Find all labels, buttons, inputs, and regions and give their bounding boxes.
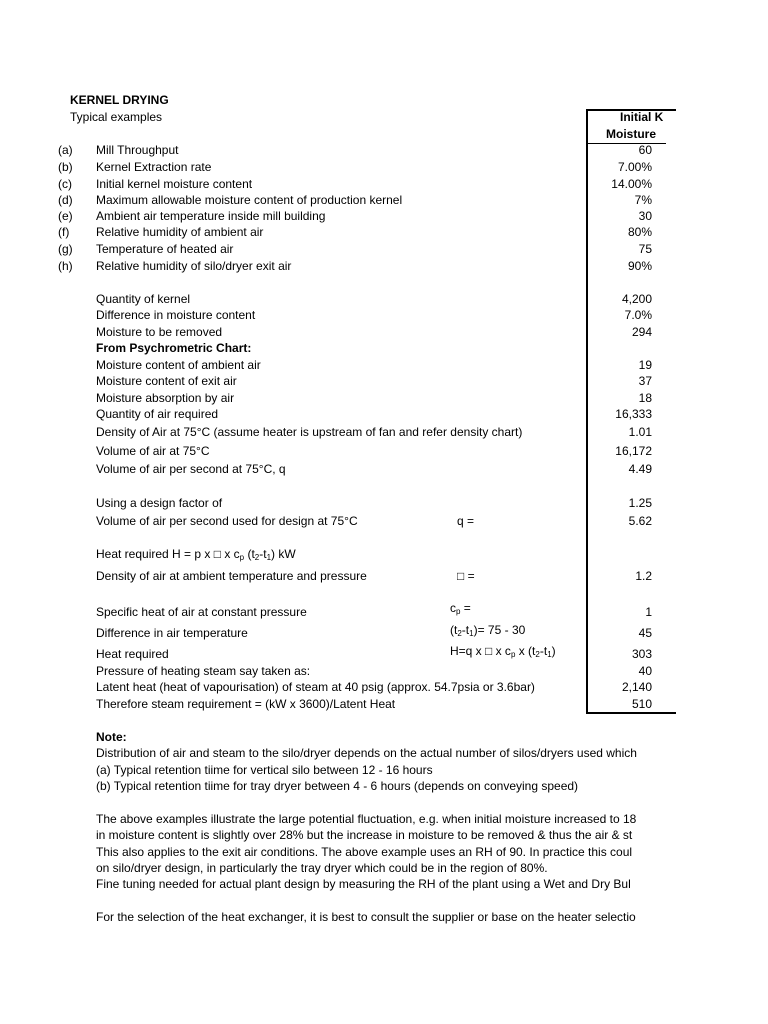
input-label: Relative humidity of ambient air [96,225,264,239]
note-paragraph-line: This also applies to the exit air conditions. The above example uses an RH of 90. In practice this coul [96,845,633,859]
design-volume-value: 5.62 [628,514,652,528]
heat-required-value: 303 [631,647,652,661]
formula-text: ) kW [271,547,296,561]
calc-value: 37 [638,374,652,388]
heat-formula [96,546,296,567]
symbol-text: (t [450,623,458,637]
steam-label: Therefore steam requirement = (kW x 3600)/Latent Heat [96,697,396,711]
formula-text: x c [220,547,240,561]
heat-required-label: Heat required [96,647,169,661]
steam-label: Latent heat (heat of vapourisation) of steam at 40 psig (approx. 54.7psia or 3.6bar) [96,680,535,694]
calc-label: Volume of air per second at 75°C, q [96,462,286,476]
input-letter: (c) [58,177,72,191]
subscript: p [456,607,461,616]
calc-label: Moisture content of exit air [96,374,237,388]
calc-value: 16,172 [615,444,652,458]
input-value: 75 [638,242,652,256]
calc-value: 4,200 [621,292,652,306]
density-value: 1.2 [635,569,652,583]
calc-value: 19 [638,358,652,372]
calc-value: 18 [638,391,652,405]
design-volume-label: Volume of air per second used for design at 75°C [96,514,358,528]
calc-label: Quantity of kernel [96,292,191,306]
symbol-text: )= 75 - 30 [473,623,526,637]
specific-heat-value: 1 [645,605,652,619]
subscript: 2 [254,553,260,562]
note-paragraph-line: in moisture content is slightly over 28% but the increase in moisture to be removed & thus the air & st [96,828,633,842]
formula-text: -t [259,547,267,561]
input-label: Maximum allowable moisture content of production kernel [96,193,403,207]
note-line: (a) Typical retention tiime for vertical silo between 12 - 16 hours [96,763,433,777]
density-symbol: □ = [457,569,475,583]
symbol-text: -t [539,644,548,658]
heat-required-symbol [450,643,556,664]
calc-value: 4.49 [628,462,652,476]
input-label: Ambient air temperature inside mill building [96,209,326,223]
calc-value: 7.0% [624,308,652,322]
design-volume-symbol: q = [457,514,475,528]
symbol-text: x (t [515,644,536,658]
calc-value: 16,333 [615,407,652,421]
input-letter: (e) [58,209,73,223]
input-letter: (f) [58,225,70,239]
density-label: Density of air at ambient temperature and pressure [96,569,367,583]
calc-label: Moisture to be removed [96,325,223,339]
temp-difference-value: 45 [638,626,652,640]
input-letter: (h) [58,259,73,273]
input-value: 60 [638,143,652,157]
note-paragraph-line: Fine tuning needed for actual plant design by measuring the RH of the plant using a Wet and Dry Bul [96,877,631,891]
steam-label: Pressure of heating steam say taken as: [96,664,311,678]
formula-text: (t [244,547,255,561]
calc-label: Difference in moisture content [96,308,256,322]
symbol-text: -t [461,623,470,637]
input-label: Mill Throughput [96,143,179,157]
calc-label: Volume of air at 75°C [96,444,210,458]
note-paragraph-line: The above examples illustrate the large potential fluctuation, e.g. when initial moisture increased to 18 [96,812,637,826]
subscript: 1 [266,553,272,562]
steam-value: 510 [631,697,652,711]
page-title: KERNEL DRYING [70,93,169,107]
input-value: 14.00% [611,177,652,191]
calc-label: Moisture content of ambient air [96,358,261,372]
psychrometric-heading: From Psychrometric Chart: [96,341,252,355]
input-label: Temperature of heated air [96,242,234,256]
symbol-text: = [460,601,471,615]
calc-value: 294 [631,325,652,339]
subscript: p [510,650,516,659]
input-value: 30 [638,209,652,223]
symbol-text: c [450,601,456,615]
subscript: 2 [535,650,540,659]
input-letter: (d) [58,193,73,207]
calc-label: Density of Air at 75°C (assume heater is upstream of fan and refer density chart) [96,425,523,439]
page-subtitle: Typical examples [70,110,163,124]
note-heading: Note: [96,730,127,744]
subscript: 1 [469,629,474,638]
input-letter: (b) [58,160,73,174]
calc-label: Moisture absorption by air [96,391,235,405]
specific-heat-symbol [450,600,471,621]
design-factor-label: Using a design factor of [96,496,223,510]
calc-value: 1.01 [628,425,652,439]
input-letter: (g) [58,242,73,256]
input-label: Kernel Extraction rate [96,160,212,174]
input-value: 7.00% [617,160,652,174]
note-final-line: For the selection of the heat exchanger, it is best to consult the supplier or base on the heater selectio [96,910,636,924]
temp-difference-symbol [450,622,525,643]
rho-glyph: □ [213,547,221,561]
symbol-text: ) [551,644,556,658]
steam-value: 40 [638,664,652,678]
temp-difference-label: Difference in air temperature [96,626,248,640]
specific-heat-label: Specific heat of air at constant pressure [96,605,307,619]
symbol-text: H=q x □ x c [450,644,511,658]
design-factor-value: 1.25 [628,496,652,510]
input-label: Relative humidity of silo/dryer exit air [96,259,292,273]
steam-value: 2,140 [621,680,652,694]
subscript: 1 [547,650,552,659]
note-line: (b) Typical retention tiime for tray dryer between 4 - 6 hours (depends on conveying speed) [96,779,579,793]
note-line: Distribution of air and steam to the silo/dryer depends on the actual number of silos/dryers used which [96,746,637,760]
column-header-line2: Moisture [606,127,657,141]
input-value: 7% [634,193,652,207]
subscript: 2 [457,629,462,638]
input-letter: (a) [58,143,73,157]
input-value: 90% [627,259,652,273]
subscript: p [239,553,245,562]
input-label: Initial kernel moisture content [96,177,253,191]
note-paragraph-line: on silo/dryer design, in particularly the tray dryer which could be in the region of 80%. [96,861,548,875]
calc-label: Quantity of air required [96,407,219,421]
input-value: 80% [627,225,652,239]
column-header-line1: Initial K [620,110,664,124]
formula-text: Heat required H = p x [96,547,214,561]
